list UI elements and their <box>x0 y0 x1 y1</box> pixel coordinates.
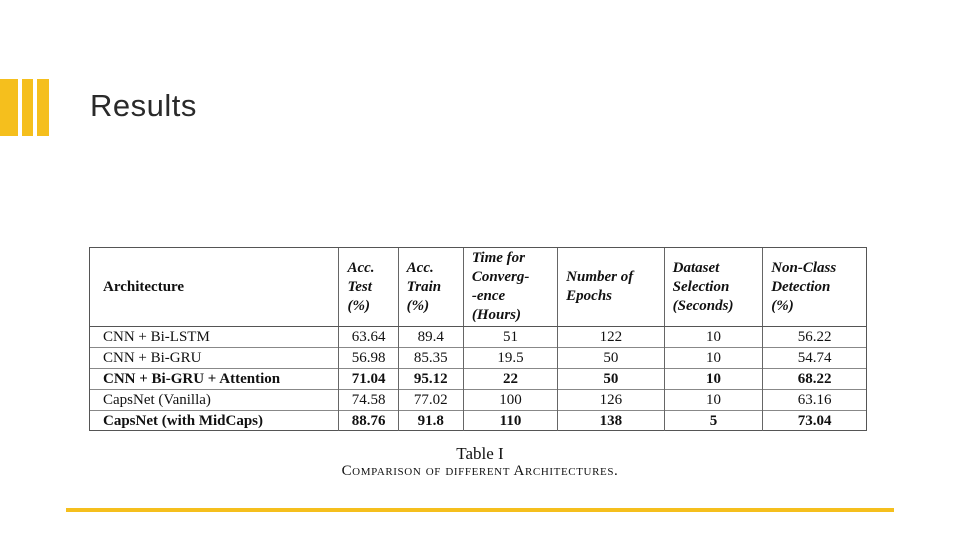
cell-epochs: 122 <box>558 327 664 348</box>
results-table-container <box>89 247 867 431</box>
cell-dataset-selection: 10 <box>664 390 763 411</box>
accent-bar <box>0 79 18 136</box>
cell-acc-test: 56.98 <box>339 348 398 369</box>
bottom-accent-rule <box>66 508 894 512</box>
cell-acc-train: 95.12 <box>398 369 463 390</box>
cell-dataset-selection: 10 <box>664 348 763 369</box>
cell-non-class: 54.74 <box>763 348 866 369</box>
cell-acc-train: 85.35 <box>398 348 463 369</box>
cell-epochs: 50 <box>558 369 664 390</box>
header-time-convergence: Time for Converg- -ence (Hours) <box>463 248 557 327</box>
table-row <box>90 390 866 411</box>
cell-non-class: 73.04 <box>763 411 866 432</box>
cell-acc-train: 91.8 <box>398 411 463 432</box>
accent-bar <box>37 79 49 136</box>
table-row <box>90 411 866 432</box>
cell-acc-train: 77.02 <box>398 390 463 411</box>
cell-architecture: CapsNet (with MidCaps) <box>103 412 264 429</box>
cell-dataset-selection: 5 <box>664 411 763 432</box>
header-architecture: Architecture <box>90 248 339 327</box>
cell-non-class: 68.22 <box>763 369 866 390</box>
cell-architecture: CNN + Bi-GRU <box>103 349 202 366</box>
cell-dataset-selection: 10 <box>664 327 763 348</box>
accent-bar <box>22 79 33 136</box>
table-row <box>90 369 866 390</box>
cell-time: 110 <box>463 411 557 432</box>
cell-time: 19.5 <box>463 348 557 369</box>
table-caption-text: Comparison of different Architectures. <box>341 463 619 479</box>
header-dataset-selection: Dataset Selection (Seconds) <box>664 248 763 327</box>
cell-acc-test: 71.04 <box>339 369 398 390</box>
cell-dataset-selection: 10 <box>664 369 763 390</box>
cell-time: 22 <box>463 369 557 390</box>
cell-non-class: 63.16 <box>763 390 866 411</box>
table-row <box>90 327 866 348</box>
cell-epochs: 50 <box>558 348 664 369</box>
results-table <box>90 248 866 431</box>
cell-acc-test: 74.58 <box>339 390 398 411</box>
header-acc-train: Acc. Train (%) <box>398 248 463 327</box>
cell-non-class: 56.22 <box>763 327 866 348</box>
cell-time: 100 <box>463 390 557 411</box>
cell-time: 51 <box>463 327 557 348</box>
table-row <box>90 348 866 369</box>
table-header-row <box>90 248 866 327</box>
table-caption-label: Table I <box>456 444 504 463</box>
cell-architecture: CapsNet (Vanilla) <box>103 391 211 408</box>
cell-architecture: CNN + Bi-GRU + Attention <box>103 370 281 387</box>
cell-acc-test: 88.76 <box>339 411 398 432</box>
cell-acc-train: 89.4 <box>398 327 463 348</box>
cell-epochs: 138 <box>558 411 664 432</box>
header-acc-test: Acc. Test (%) <box>339 248 398 327</box>
cell-architecture: CNN + Bi-LSTM <box>103 328 210 345</box>
header-epochs: Number of Epochs <box>558 248 664 327</box>
cell-acc-test: 63.64 <box>339 327 398 348</box>
slide-title: Results <box>90 88 197 123</box>
cell-epochs: 126 <box>558 390 664 411</box>
title-accent-bars <box>0 79 50 136</box>
header-non-class-detection: Non-Class Detection (%) <box>763 248 866 327</box>
